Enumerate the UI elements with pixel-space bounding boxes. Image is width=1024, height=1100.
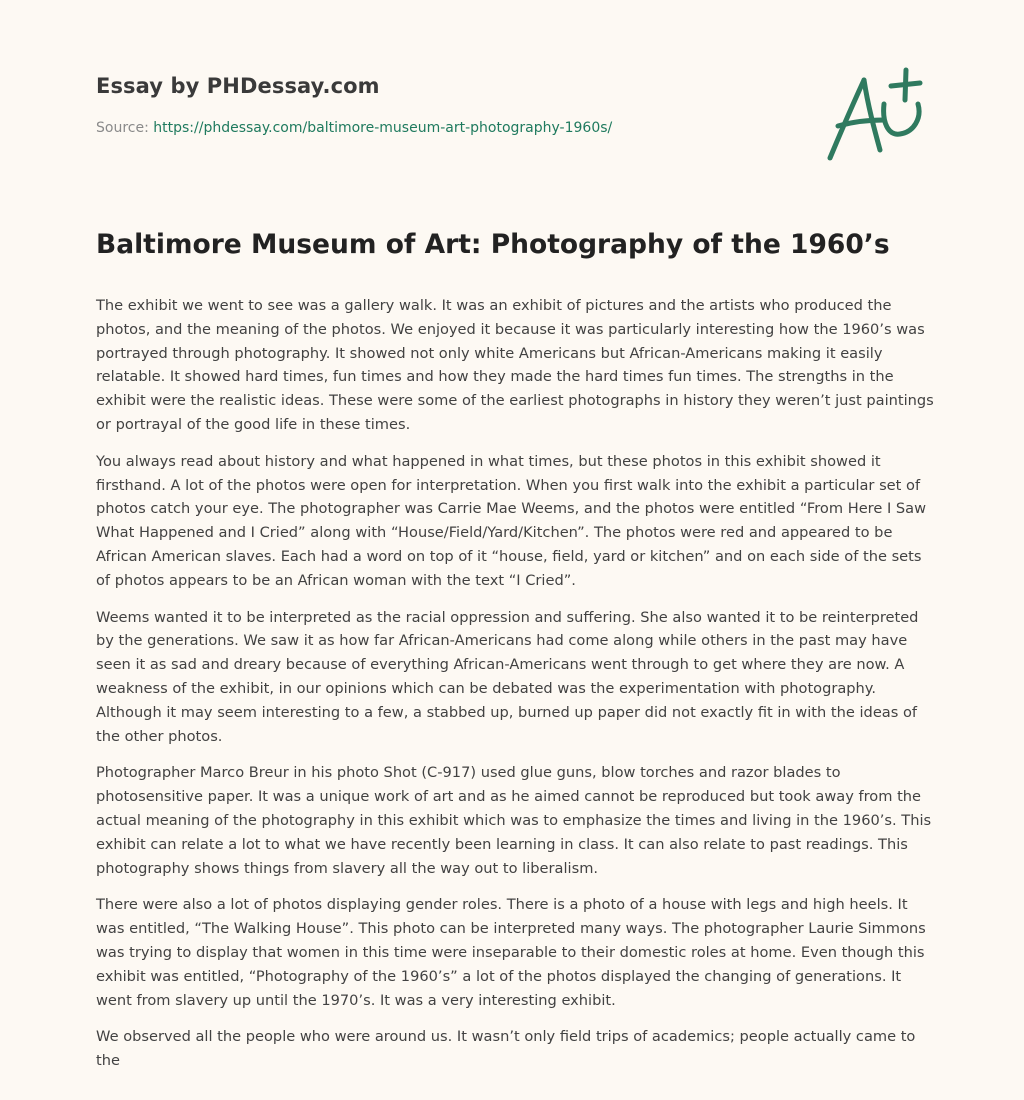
source-line [96,120,776,136]
site-title: Essay by PHDessay.com [96,74,380,98]
paragraph: We observed all the people who were around us. It wasn’t only field trips of academics; people actually came to the [96,1028,916,1070]
site-header [96,74,776,136]
source-link[interactable]: https://phdessay.com/baltimore-museum-art-photography-1960s/ [153,120,613,136]
article-title: Baltimore Museum of Art: Photography of the 1960’s [96,229,890,260]
paragraph: Weems wanted it to be interpreted as the racial oppression and suffering. She also wanted it to be reinterpreted by the generations. We saw it as how far African-Americans had come along while others in the past may have seen it as sad and dreary because of everything African-Americans went through to get where they are now. A weakness of the exhibit, in our opinions which can be debated was the experimentation with photography. Although it may seem interesting to a few, a stabbed up, burned up paper did not exactly fit in with the ideas of the other photos. [96,608,919,745]
a-plus-grade-icon [818,66,930,166]
article [96,226,936,1086]
paragraph: Photographer Marco Breur in his photo Shot (C-917) used glue guns, blow torches and razor blades to photosensitive paper. It was a unique work of art and as he aimed cannot be reproduced but took away from the actual meaning of the photography in this exhibit which was to emphasize the times and living in the 1960’s. This exhibit can relate a lot to what we have recently been learning in class. It can also relate to past readings. This photography shows things from slavery all the way out to liberalism. [96,764,932,877]
source-label: Source: [96,120,154,136]
paragraph: You always read about history and what happened in what times, but these photos in this exhibit showed it firsthand. A lot of the photos were open for interpretation. When you first walk into the exhibit a particular set of photos catch your eye. The photographer was Carrie Mae Weems, and the photos were entitled “From Here I Saw What Happened and I Cried” along with “House/Field/Yard/Kitchen”. The photos were red and appeared to be African American slaves. Each had a word on top of it “house, field, yard or kitchen” and on each side of the sets of photos appears to be an African woman with the text “I Cried”. [96,452,927,589]
paragraph: There were also a lot of photos displaying gender roles. There is a photo of a house with legs and high heels. It was entitled, “The Walking House”. This photo can be interpreted many ways. The photographer Laurie Simmons was trying to display that women in this time were inseparable to their domestic roles at home. Even though this exhibit was entitled, “Photography of the 1960’s” a lot of the photos displayed the changing of generations. It went from slavery up until the 1970’s. It was a very interesting exhibit. [96,896,926,1009]
paragraph: The exhibit we went to see was a gallery walk. It was an exhibit of pictures and the artists who produced the photos, and the meaning of the photos. We enjoyed it because it was particularly interesting how the 1960’s was portrayed through photography. It showed not only white Americans but African-Americans making it easily relatable. It showed hard times, fun times and how they made the hard times fun times. The strengths in the exhibit were the realistic ideas. These were some of the earliest photographs in history they weren’t just paintings or portrayal of the good life in these times. [96,297,934,433]
